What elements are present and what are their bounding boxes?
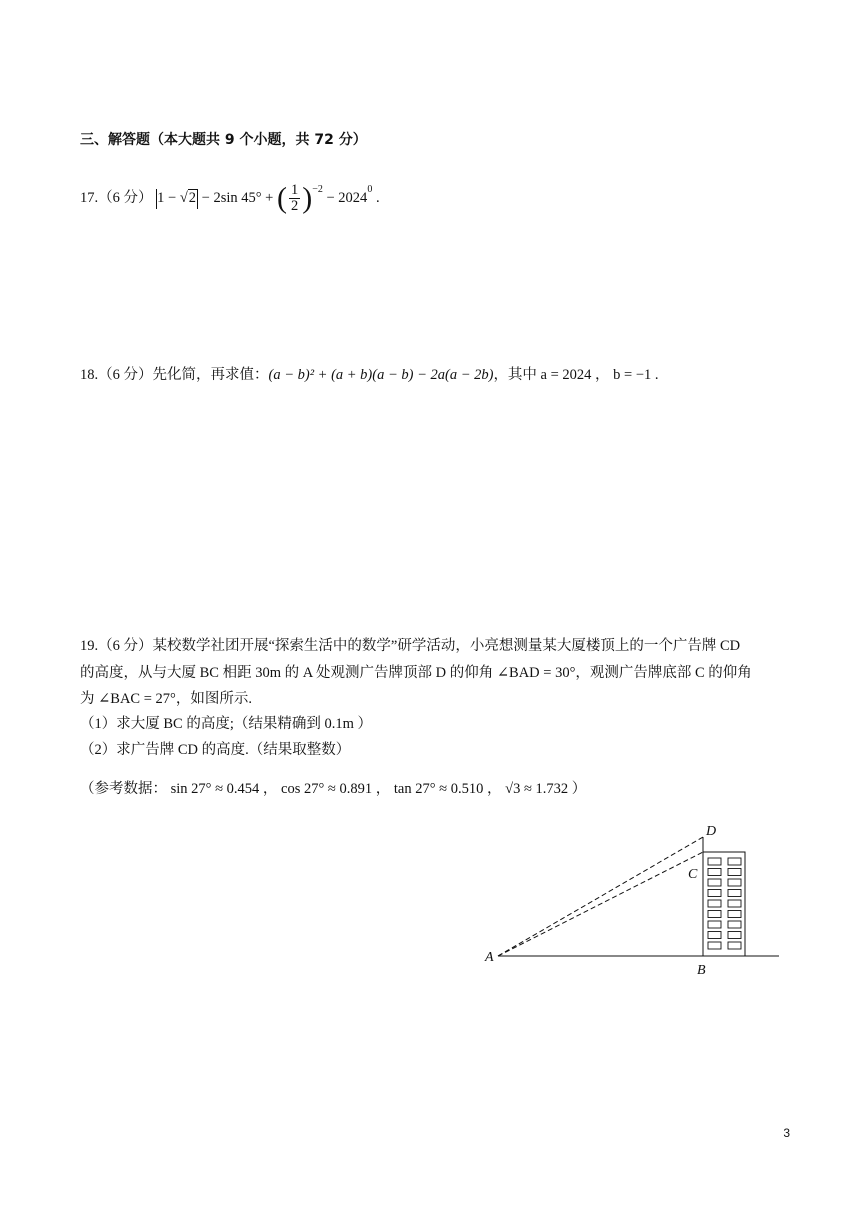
q19-subquestion-2: （2）求广告牌 CD 的高度.（结果取整数） (80, 742, 351, 758)
q19-line-1: 19.（6 分）某校数学社团开展“探索生活中的数学”研学活动，小亮想测量某大厦楼顶上的一个广告牌 CD (80, 638, 741, 654)
q19-reference-data: （参考数据： sin 27° ≈ 0.454 ， cos 27° ≈ 0.891 ， tan 27° ≈ 0.510 ， √3 ≈ 1.732 ） (80, 781, 587, 797)
window (708, 911, 721, 918)
q17-number: 17.（6 分） (80, 190, 153, 206)
q19-line-3: 为 ∠BAC = 27°，如图所示. (80, 691, 252, 707)
window (728, 900, 741, 907)
window (708, 932, 721, 939)
sight-line-ac (498, 852, 703, 956)
window (728, 921, 741, 928)
section-title: 三、解答题（本大题共 9 个小题，共 72 分） (80, 132, 367, 148)
window (708, 858, 721, 865)
window (708, 890, 721, 897)
label-A: A (485, 950, 494, 965)
page-number: 3 (783, 1126, 790, 1140)
fraction: $\frac{1}{2}$ (290, 182, 299, 215)
building-windows (708, 858, 741, 949)
label-C: C (688, 867, 698, 882)
building (703, 852, 745, 956)
building-figure (470, 815, 790, 985)
question-17: 17.（6 分） 1 − √2 − 2sin 45° + ( $\frac{1}{2}$ )$^{-2} - 2024^0$ . (80, 181, 380, 215)
window (728, 858, 741, 865)
window (708, 921, 721, 928)
window (708, 900, 721, 907)
window (708, 942, 721, 949)
q19-line-2: 的高度，从与大厦 BC 相距 30m 的 A 处观测广告牌顶部 D 的仰角 ∠BAD = 30°，观测广告牌底部 C 的仰角 (80, 665, 752, 681)
window (728, 942, 741, 949)
window (708, 879, 721, 886)
label-B: B (697, 963, 706, 978)
window (728, 890, 741, 897)
sight-line-ad (498, 837, 703, 956)
label-D: D (706, 824, 717, 839)
q19-subquestion-1: （1）求大厦 BC 的高度;（结果精确到 0.1m ） (80, 716, 373, 732)
q18-expression: (a − b)² + (a + b)(a − b) − 2a(a − 2b) (268, 367, 494, 383)
question-18: 18.（6 分）先化简，再求值：(a − b)² + (a + b)(a − b) − 2a(a − 2b)，其中 a = 2024 ， b = −1 . (80, 367, 659, 383)
window (728, 869, 741, 876)
window (708, 869, 721, 876)
window (728, 932, 741, 939)
window (728, 911, 741, 918)
window (728, 879, 741, 886)
